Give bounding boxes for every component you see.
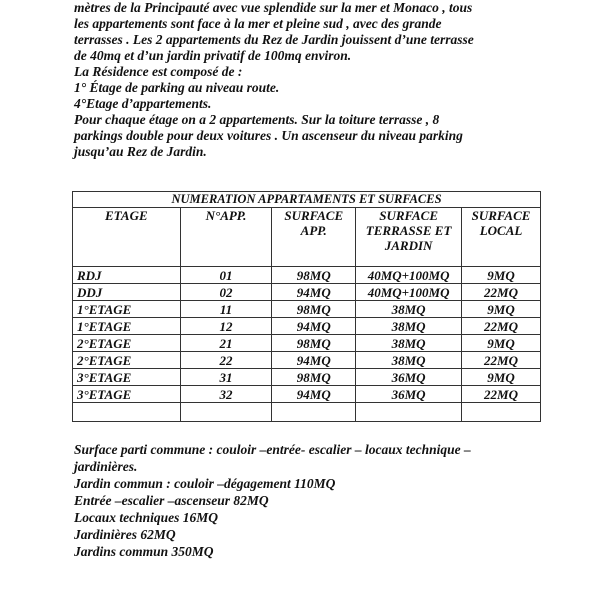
cell-surface-terrasse: 38MQ: [356, 301, 462, 318]
cell-surface-terrasse: 38MQ: [356, 318, 462, 335]
table-body: [73, 267, 541, 403]
cell-surface-local: 22MQ: [462, 386, 541, 403]
header-surface-app: SURFACE APP.: [272, 208, 356, 267]
cell-surface-terrasse: 40MQ+100MQ: [356, 267, 462, 284]
common-areas-text: [74, 441, 574, 560]
cell-surface-app: 94MQ: [272, 318, 356, 335]
intro-line: La Résidence est composé de :: [74, 64, 243, 79]
cell-etage: 3°ETAGE: [73, 369, 181, 386]
cell-surface-local: 9MQ: [462, 369, 541, 386]
cell-etage: 2°ETAGE: [73, 352, 181, 369]
table-row: [73, 267, 541, 284]
footer-line: Locaux techniques 16MQ: [74, 510, 219, 525]
cell-surface-app: 98MQ: [272, 301, 356, 318]
cell-surface-app: 94MQ: [272, 284, 356, 301]
cell-surface-app: 98MQ: [272, 267, 356, 284]
table-row: [73, 352, 541, 369]
cell-surface-terrasse: 38MQ: [356, 335, 462, 352]
cell-surface-terrasse: 40MQ+100MQ: [356, 284, 462, 301]
intro-line: mètres de la Principauté avec vue splendide sur la mer et Monaco , tous: [74, 0, 473, 15]
cell-etage: 1°ETAGE: [73, 301, 181, 318]
table-row: [73, 369, 541, 386]
intro-line: de 40mq et d’un jardin privatif de 100mq environ.: [74, 48, 352, 63]
intro-line: 4°Etage d’appartements.: [74, 96, 212, 111]
cell-app-number: 22: [180, 352, 272, 369]
table-row: [73, 318, 541, 335]
cell-surface-terrasse: 36MQ: [356, 369, 462, 386]
footer-line: Jardins commun 350MQ: [74, 544, 214, 559]
cell-app-number: 02: [180, 284, 272, 301]
cell-app-number: 32: [180, 386, 272, 403]
header-surface-terrasse: SURFACE TERRASSE ET JARDIN: [356, 208, 462, 267]
table-row: [73, 335, 541, 352]
header-etage: ETAGE: [73, 208, 181, 267]
cell-surface-local: 22MQ: [462, 284, 541, 301]
table-row: [73, 301, 541, 318]
intro-text: [74, 0, 574, 160]
cell-app-number: 01: [180, 267, 272, 284]
cell-surface-app: 94MQ: [272, 386, 356, 403]
cell-etage: DDJ: [73, 284, 181, 301]
header-surface-local: SURFACE LOCAL: [462, 208, 541, 267]
intro-line: 1° Étage de parking au niveau route.: [74, 80, 280, 95]
cell-etage: 1°ETAGE: [73, 318, 181, 335]
cell-surface-local: 22MQ: [462, 352, 541, 369]
table-empty-row: [73, 403, 541, 422]
footer-line: Surface parti commune : couloir –entrée- escalier – locaux technique –: [74, 442, 471, 457]
cell-etage: 3°ETAGE: [73, 386, 181, 403]
footer-line: Entrée –escalier –ascenseur 82MQ: [74, 493, 269, 508]
cell-app-number: 11: [180, 301, 272, 318]
cell-app-number: 12: [180, 318, 272, 335]
table-row: [73, 386, 541, 403]
footer-line: Jardin commun : couloir –dégagement 110MQ: [74, 476, 336, 491]
cell-surface-local: 22MQ: [462, 318, 541, 335]
intro-line: jusqu’au Rez de Jardin.: [74, 144, 207, 159]
footer-line: jardinières.: [74, 459, 138, 474]
header-napp: N°APP.: [180, 208, 272, 267]
cell-surface-terrasse: 38MQ: [356, 352, 462, 369]
cell-surface-app: 98MQ: [272, 369, 356, 386]
intro-line: les appartements sont face à la mer et pleine sud , avec des grande: [74, 16, 442, 31]
cell-app-number: 21: [180, 335, 272, 352]
cell-surface-app: 98MQ: [272, 335, 356, 352]
cell-surface-app: 94MQ: [272, 352, 356, 369]
intro-line: parkings double pour deux voitures . Un ascenseur du niveau parking: [74, 128, 463, 143]
cell-app-number: 31: [180, 369, 272, 386]
cell-surface-terrasse: 36MQ: [356, 386, 462, 403]
cell-surface-local: 9MQ: [462, 267, 541, 284]
cell-etage: 2°ETAGE: [73, 335, 181, 352]
intro-line: Pour chaque étage on a 2 appartements. Sur la toiture terrasse , 8: [74, 112, 440, 127]
cell-surface-local: 9MQ: [462, 335, 541, 352]
footer-line: Jardinières 62MQ: [74, 527, 176, 542]
cell-surface-local: 9MQ: [462, 301, 541, 318]
apartments-table: [72, 191, 541, 422]
table-row: [73, 284, 541, 301]
cell-etage: RDJ: [73, 267, 181, 284]
intro-line: terrasses . Les 2 appartements du Rez de Jardin jouissent d’une terrasse: [74, 32, 474, 47]
table-caption: NUMERATION APPARTAMENTS ET SURFACES: [73, 192, 541, 208]
